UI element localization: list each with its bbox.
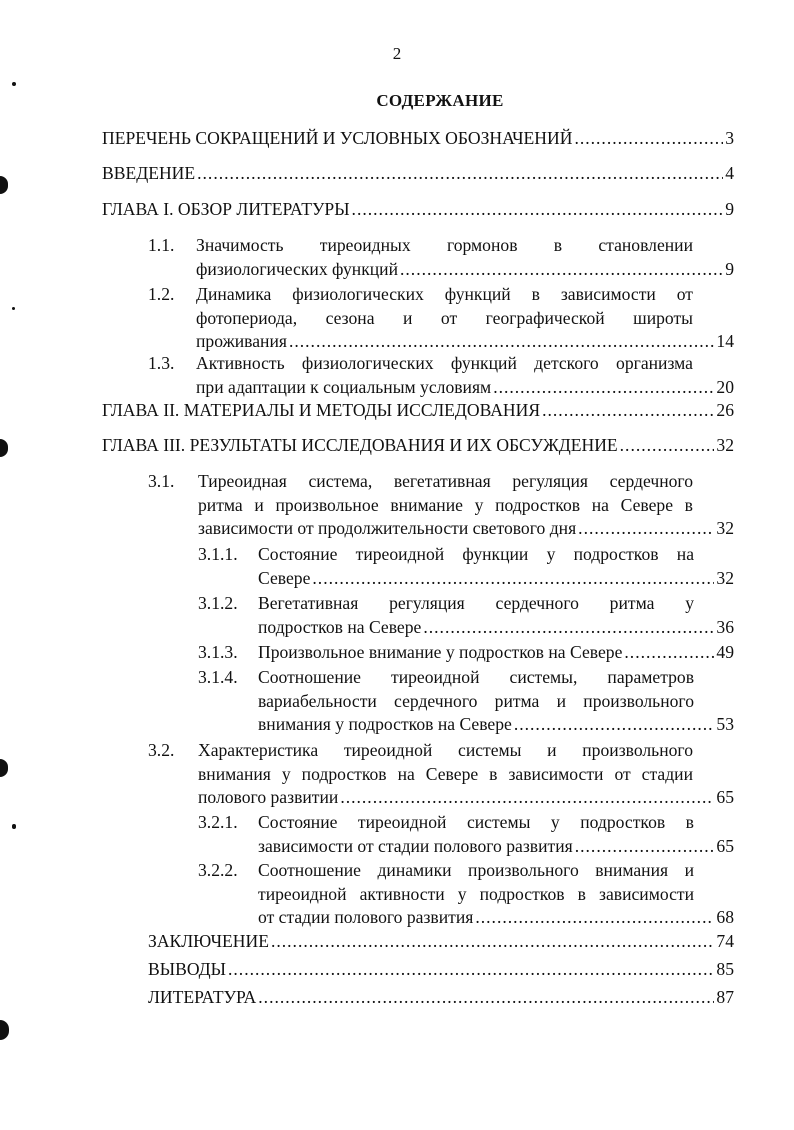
dot-leader (400, 258, 723, 282)
section-number: 3.2.1. (198, 812, 238, 832)
dot-leader (197, 162, 723, 186)
toc-entry-line: Значимость тиреоидных гормонов в становлении (196, 235, 693, 255)
dot-leader (228, 958, 714, 982)
toc-page-number: 26 (716, 400, 734, 420)
dot-leader (271, 930, 714, 954)
toc-entry-text: ГЛАВА I. ОБЗОР ЛИТЕРАТУРЫ (102, 199, 350, 219)
toc-entry-text: подростков на Севере (258, 616, 422, 637)
toc-entry-text: внимания у подростков на Севере (258, 714, 512, 734)
scan-speck (12, 824, 16, 829)
section-number: 1.3. (148, 353, 175, 373)
section-number: 1.1. (148, 235, 175, 255)
toc-entry-abbreviations[interactable] (102, 127, 734, 151)
toc-entry-text: зависимости от стадии полового развития (258, 835, 573, 856)
section-number: 3.1.4. (198, 667, 238, 687)
toc-entry-line: Состояние тиреоидной системы у подростков в (258, 812, 694, 832)
dot-leader (542, 399, 714, 423)
toc-entry-chapter-2[interactable] (102, 399, 734, 423)
dot-leader (289, 330, 714, 354)
dot-leader (258, 986, 714, 1010)
toc-entry-literature[interactable] (148, 986, 734, 1010)
toc-title: СОДЕРЖАНИЕ (376, 91, 504, 110)
toc-page-number: 36 (716, 616, 734, 637)
toc-entry-3-1[interactable] (198, 470, 734, 541)
toc-page-number: 9 (725, 258, 734, 279)
toc-entry-line: Активность физиологических функций детского организма (196, 353, 693, 373)
toc-page-number: 85 (716, 959, 734, 979)
dot-leader (620, 434, 715, 458)
toc-entry-chapter-3[interactable] (102, 434, 734, 458)
dot-leader (475, 906, 714, 930)
toc-entry-line: Динамика физиологических функций в зависимости от (196, 284, 693, 304)
toc-entry-text: зависимости от продолжительности светового дня (198, 518, 577, 538)
toc-entry-1-3[interactable] (196, 352, 734, 399)
toc-page-number: 68 (716, 907, 734, 927)
toc-entry-3-1-1[interactable] (258, 543, 734, 590)
toc-entry-text: ВЫВОДЫ (148, 959, 226, 979)
toc-entry-chapter-1[interactable] (102, 198, 734, 222)
binder-hole-mark (0, 176, 8, 194)
toc-entry-3-2-2[interactable] (258, 859, 734, 930)
toc-entry-line: Характеристика тиреоидной системы и произвольного (198, 740, 693, 760)
toc-page-number: 87 (716, 987, 734, 1007)
toc-page-number: 3 (725, 128, 734, 148)
toc-entry-3-1-2[interactable] (258, 592, 734, 639)
toc-page-number: 49 (716, 642, 734, 662)
toc-entry-text: ПЕРЕЧЕНЬ СОКРАЩЕНИЙ И УСЛОВНЫХ ОБОЗНАЧЕНИЙ (102, 128, 573, 148)
page-number: 2 (392, 44, 402, 63)
toc-page-number: 32 (716, 435, 734, 455)
toc-page-number: 65 (716, 787, 734, 807)
toc-entry-line: фотопериода, сезона и от географической широты (196, 307, 693, 328)
toc-entry-text: Произвольное внимание у подростков на Севере (258, 642, 623, 662)
toc-page-number: 32 (716, 567, 734, 588)
toc-entry-text: физиологических функций (196, 258, 398, 279)
dot-leader (423, 616, 714, 640)
dot-leader (352, 198, 724, 222)
toc-entry-line: Вегетативная регуляция сердечного ритма у (258, 593, 694, 613)
toc-page-number: 14 (716, 331, 734, 351)
toc-entry-text: ГЛАВА III. РЕЗУЛЬТАТЫ ИССЛЕДОВАНИЯ И ИХ ОБСУЖДЕНИЕ (102, 435, 618, 455)
toc-page-number: 20 (716, 376, 734, 397)
dot-leader (574, 127, 723, 151)
toc-entry-line: вариабельности сердечного ритма и произвольного (258, 690, 694, 711)
toc-entry-findings[interactable] (148, 958, 734, 982)
toc-page-number: 65 (716, 835, 734, 856)
dot-leader (340, 786, 714, 810)
section-number: 3.1.1. (198, 544, 238, 564)
section-number: 3.2.2. (198, 860, 238, 880)
toc-entry-line: внимания у подростков на Севере в зависимости от стадии (198, 763, 693, 784)
toc-entry-text: при адаптации к социальным условиям (196, 376, 492, 397)
toc-page-number: 9 (725, 199, 734, 219)
toc-entry-3-1-3[interactable] (258, 641, 734, 665)
toc-page-number: 74 (716, 931, 734, 951)
dot-leader (493, 376, 714, 400)
binder-hole-mark (0, 439, 8, 457)
dot-leader (312, 567, 714, 591)
toc-entry-1-2[interactable] (196, 283, 734, 354)
toc-entry-line: тиреоидной активности у подростков в зависимости (258, 883, 694, 904)
section-number: 3.1. (148, 471, 175, 491)
toc-entry-text: ЛИТЕРАТУРА (148, 987, 257, 1007)
section-number: 3.1.2. (198, 593, 238, 613)
toc-entry-1-1[interactable] (196, 234, 734, 281)
section-number: 1.2. (148, 284, 175, 304)
toc-entry-conclusion[interactable] (148, 930, 734, 954)
dot-leader (514, 713, 715, 737)
toc-entry-3-1-4[interactable] (258, 666, 734, 737)
toc-page-number: 32 (716, 518, 734, 538)
toc-entry-line: Соотношение тиреоидной системы, параметров (258, 667, 694, 687)
toc-entry-3-2[interactable] (198, 739, 734, 810)
binder-hole-mark (0, 759, 8, 777)
toc-entry-text: от стадии полового развития (258, 907, 474, 927)
toc-entry-text: ВВЕДЕНИЕ (102, 163, 196, 183)
toc-entry-line: ритма и произвольное внимание у подростков на Севере в (198, 494, 693, 515)
dot-leader (624, 641, 714, 665)
section-number: 3.2. (148, 740, 175, 760)
toc-entry-3-2-1[interactable] (258, 811, 734, 858)
toc-entry-text: полового развитии (198, 787, 339, 807)
toc-page-number: 4 (725, 163, 734, 183)
toc-page-number: 53 (716, 714, 734, 734)
toc-entry-text: Севере (258, 567, 311, 588)
toc-entry-text: ГЛАВА II. МАТЕРИАЛЫ И МЕТОДЫ ИССЛЕДОВАНИЯ (102, 400, 541, 420)
toc-entry-introduction[interactable] (102, 162, 734, 186)
section-number: 3.1.3. (198, 642, 238, 662)
binder-hole-mark (0, 1020, 9, 1040)
scan-speck (12, 307, 15, 310)
toc-entry-text: ЗАКЛЮЧЕНИЕ (148, 931, 269, 951)
toc-entry-line: Тиреоидная система, вегетативная регуляция сердечного (198, 471, 693, 491)
dot-leader (578, 517, 714, 541)
scan-speck (12, 82, 16, 86)
toc-entry-text: проживания (196, 331, 287, 351)
toc-entry-line: Соотношение динамики произвольного внимания и (258, 860, 694, 880)
toc-entry-line: Состояние тиреоидной функции у подростков на (258, 544, 694, 564)
dot-leader (575, 835, 715, 859)
